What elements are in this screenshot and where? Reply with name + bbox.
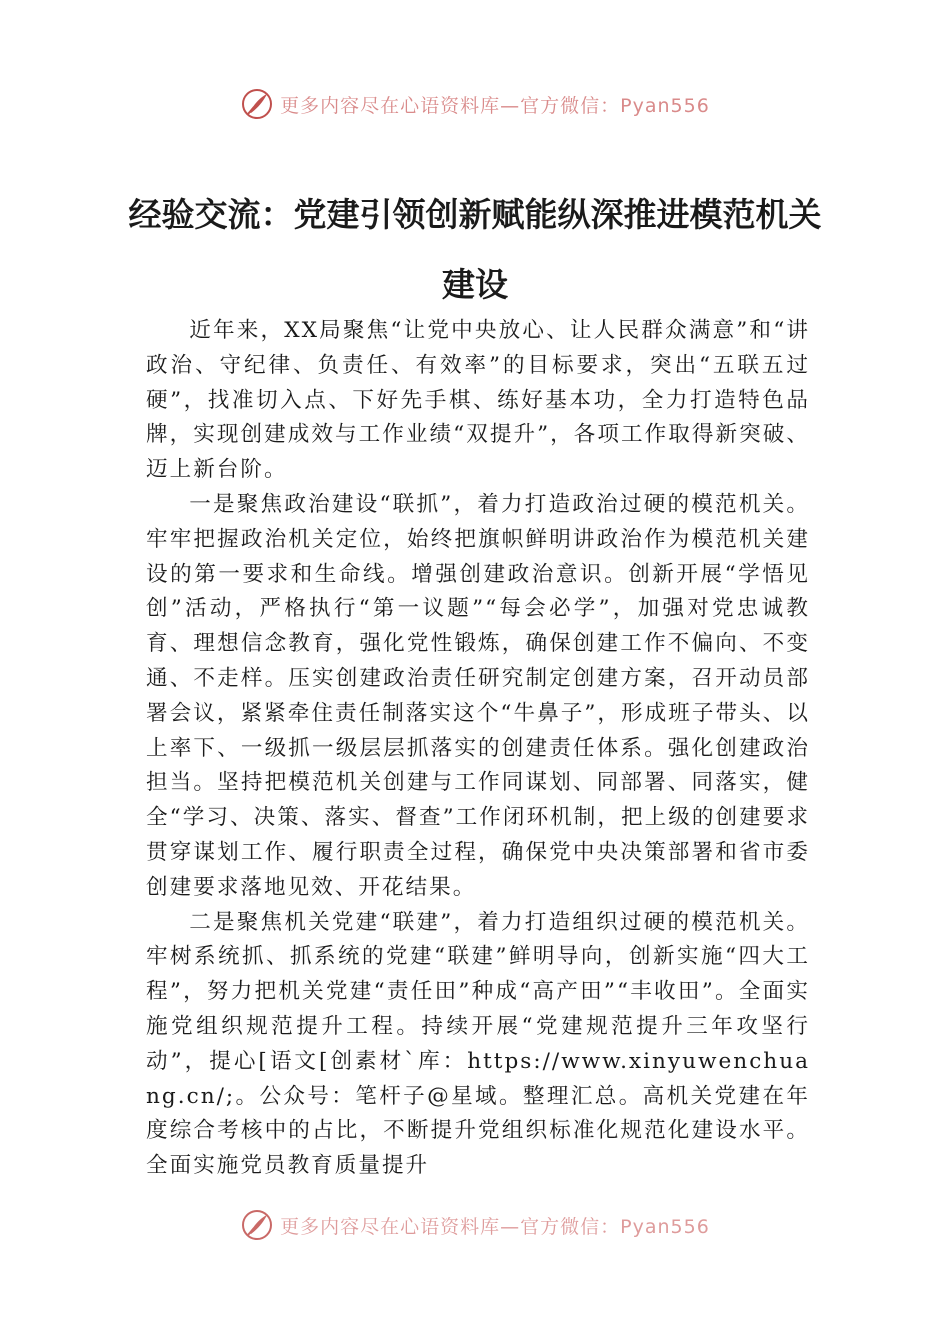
- watermark-text: 更多内容尽在心语资料库—官方微信：Pyan556: [280, 1215, 710, 1238]
- watermark-header: [0, 84, 950, 124]
- paragraph-party-building: 二是聚焦机关党建“联建”，着力打造组织过硬的模范机关。牢树系统抓、抓系统的党建“联建”鲜明导向，创新实施“四大工程”，努力把机关党建“责任田”种成“高产田”“丰收田”。全面实施党组织规范提升工程。持续开展“党建规范提升三年攻坚行动”，提心[语文[创素材`库：https://www.xinyuwenchuang.cn/;。公众号：笔杆子@星域。整理汇总。高机关党建在年度综合考核中的占比，不断提升党组织标准化规范化建设水平。全面实施党员教育质量提升: [146, 909, 810, 1179]
- paragraph-intro: 近年来，XX局聚焦“让党中央放心、让人民群众满意”和“讲政治、守纪律、负责任、有效率”的目标要求，突出“五联五过硬”，找准切入点、下好先手棋、练好基本功，全力打造特色品牌，实现创建成效与工作业绩“双提升”，各项工作取得新突破、迈上新台阶。: [146, 318, 810, 483]
- feather-pen-logo-icon: [240, 1208, 274, 1242]
- watermark-footer: [0, 1208, 950, 1242]
- paragraph-political-building: 一是聚焦政治建设“联抓”，着力打造政治过硬的模范机关。牢牢把握政治机关定位，始终把旗帜鲜明讲政治作为模范机关建设的第一要求和生命线。增强创建政治意识。创新开展“学悟见创”活动，严格执行“第一议题”“每会必学”，加强对党忠诚教育、理想信念教育，强化党性锻炼，确保创建工作不偏向、不变通、不走样。压实创建政治责任研究制定创建方案，召开动员部署会议，紧紧牵住责任制落实这个“牛鼻子”，形成班子带头、以上率下、一级抓一级层层抓落实的创建责任体系。强化创建政治担当。坚持把模范机关创建与工作同谋划、同部署、同落实，健全“学习、决策、落实、督查”工作闭环机制，把上级的创建要求贯穿谋划工作、履行职责全过程，确保党中央决策部署和省市委创建要求落地见效、开花结果。: [146, 491, 810, 900]
- document-body: [146, 314, 810, 1214]
- feather-pen-logo-icon: [240, 87, 274, 121]
- watermark-text: 更多内容尽在心语资料库—官方微信：Pyan556: [280, 94, 710, 117]
- document-title: 经验交流：党建引领创新赋能纵深推进模范机关建设: [128, 195, 822, 304]
